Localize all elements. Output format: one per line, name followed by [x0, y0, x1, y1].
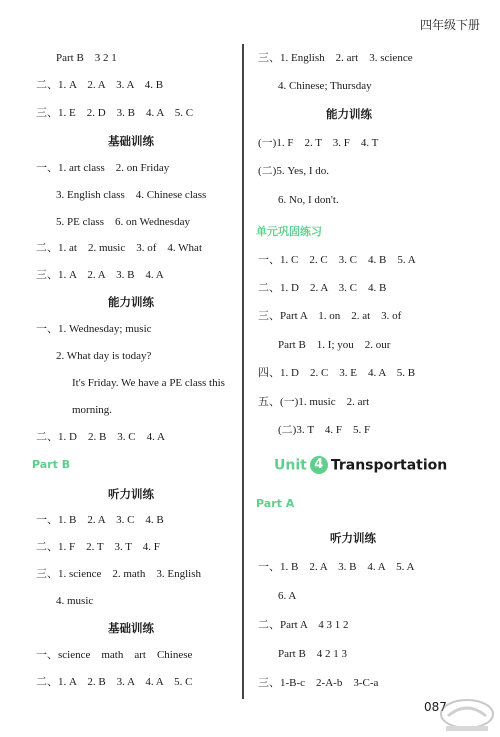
- answer-line: 一、science math art Chinese: [36, 649, 193, 661]
- grade-label: 四年级下册: [419, 18, 480, 32]
- unit-word: Unit: [274, 457, 307, 474]
- answer-line: 二、1. D 2. B 3. C 4. A: [36, 431, 165, 443]
- answer-line: 一、1. Wednesday; music: [36, 323, 152, 335]
- answer-line: 一、1. art class 2. on Friday: [36, 162, 170, 174]
- answer-line: 一、1. B 2. A 3. B 4. A 5. A: [258, 561, 415, 573]
- answer-line: morning.: [72, 404, 113, 416]
- answer-line: 三、1. E 2. D 3. B 4. A 5. C: [36, 107, 194, 119]
- part-label: Part B: [32, 458, 71, 471]
- unit-number-badge: 4: [310, 456, 328, 474]
- answer-line: 三、1. A 2. A 3. B 4. A: [36, 269, 164, 281]
- answer-line: 4. Chinese; Thursday: [278, 80, 372, 92]
- watermark-logo-icon: [438, 696, 496, 736]
- answer-line: 二、1. at 2. music 3. of 4. What: [36, 242, 202, 254]
- answer-line: 2. What day is today?: [56, 350, 152, 362]
- section-heading: 能力训练: [108, 295, 154, 309]
- answer-line: 三、1-B-c 2-A-b 3-C-a: [258, 677, 379, 689]
- page-number: 087: [424, 700, 447, 714]
- answer-line: 三、1. English 2. art 3. science: [258, 52, 413, 64]
- answer-line: 3. English class 4. Chinese class: [56, 189, 207, 201]
- answer-line: 二、1. A 2. A 3. A 4. B: [36, 79, 164, 91]
- answer-line: 四、1. D 2. C 3. E 4. A 5. B: [258, 367, 416, 379]
- answer-line: 6. No, I don't.: [278, 194, 339, 206]
- answer-line: 6. A: [278, 590, 297, 602]
- answer-line: 一、1. B 2. A 3. C 4. B: [36, 514, 164, 526]
- answer-line: 一、1. C 2. C 3. C 4. B 5. A: [258, 254, 416, 266]
- answer-line: 二、1. A 2. B 3. A 4. A 5. C: [36, 676, 193, 688]
- answer-line: Part B 3 2 1: [56, 52, 117, 64]
- answer-line: 二、1. F 2. T 3. T 4. F: [36, 541, 160, 553]
- answer-line: 三、Part A 1. on 2. at 3. of: [258, 310, 402, 322]
- answer-line: 5. PE class 6. on Wednesday: [56, 216, 190, 228]
- answer-line: Part B 4 2 1 3: [278, 648, 348, 660]
- answer-line: 二、Part A 4 3 1 2: [258, 619, 349, 631]
- section-heading: 听力训练: [108, 487, 154, 501]
- unit-name: Transportation: [330, 457, 448, 474]
- answer-line: 二、1. D 2. A 3. C 4. B: [258, 282, 387, 294]
- section-heading: 基础训练: [108, 134, 154, 148]
- column-divider: [242, 44, 244, 699]
- answer-line: Part B 1. I; you 2. our: [278, 339, 391, 351]
- part-label: Part A: [256, 497, 295, 510]
- section-heading: 听力训练: [330, 531, 376, 545]
- answer-line: 4. music: [56, 595, 94, 607]
- answer-line: (二)3. T 4. F 5. F: [278, 424, 371, 436]
- review-heading: 单元巩固练习: [256, 225, 322, 238]
- answer-line: 三、1. science 2. math 3. English: [36, 568, 201, 580]
- section-heading: 基础训练: [108, 621, 154, 635]
- section-heading: 能力训练: [326, 107, 372, 121]
- unit-title: [274, 456, 447, 474]
- answer-line: 五、(一)1. music 2. art: [258, 396, 370, 408]
- answer-line: (二)5. Yes, I do.: [258, 165, 329, 177]
- answer-line: It's Friday. We have a PE class this: [72, 377, 225, 389]
- answer-line: (一)1. F 2. T 3. F 4. T: [258, 137, 379, 149]
